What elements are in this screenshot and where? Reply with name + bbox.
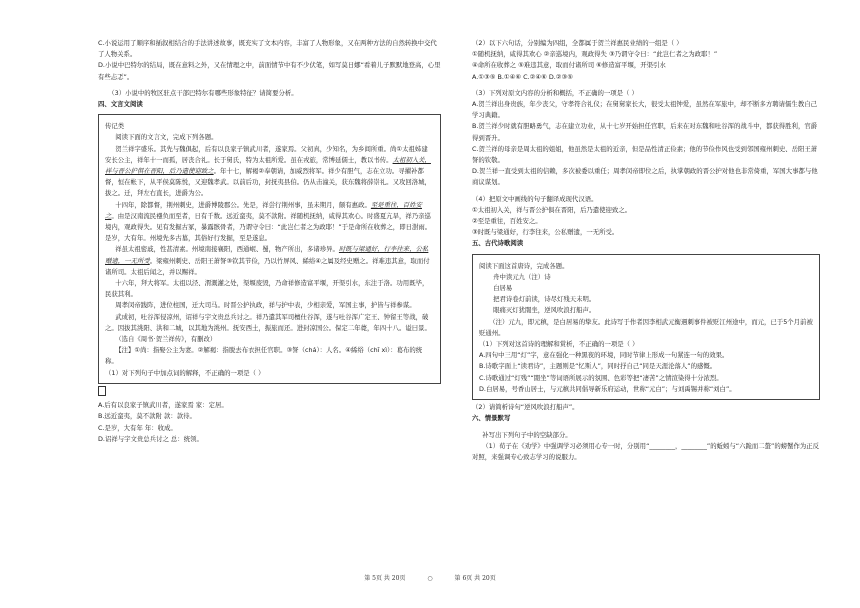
q3-option-b: B.贺兰祥少时就有胆略勇气，志在建立功业，从十七岁开始担任官职，后来在对东魏和吐谷浑的战斗中，都获得胜利，官爵得到晋升。: [472, 122, 818, 142]
poem-title: 舟中读元九（注）诗: [493, 272, 551, 281]
passage-paragraph-4: 十六年，拜大将军。太祖以泾、渭溉灌之处，渠堰废毁，乃命祥修造富平堰，开渠引水，东注于洛。功用既毕，民获其利。: [105, 279, 429, 299]
right-column: [472, 38, 820, 463]
underlined-sentence-3: 时既与梁通好，行李往来，公私赠遗，一无所受: [105, 245, 429, 265]
q4-item-2: ②至是重往，百姓安之。: [472, 217, 542, 226]
left-column: [98, 38, 441, 445]
passage-paragraph-5: 周孝闵帝践阼，进位柱国，迁大司马。时晋公护执政，祥与护中表，少相亲爱，军国主事，护皆与祥参谋。: [115, 301, 416, 310]
q4-item-1: ①太祖初入关，祥与晋公护俱在晋阳，后乃遣使迎致之。: [472, 205, 632, 214]
q1-option-b: B.远近蛮夷，莫不款附 款：款待。: [98, 412, 196, 421]
passage-paragraph-3: [105, 244, 434, 278]
q3-option-c: C.贺兰祥的母亲是周太祖的姐姐，他虽然是太祖的近亲，但是品性清正俭素；他的节俭作风也受到邻国雍州刺史、岳阳王萧詧的钦敬。: [472, 144, 818, 165]
passage-paragraph-1: [105, 144, 434, 200]
poem-question-2: （2）请简析诗句“逆风吹浪打船声”。: [472, 403, 579, 412]
passage-notes: 【注】①尚：指娶公主为妻。②解褐：指脱去布衣担任官职。③詧（chá）：人名。④絺绤（chī xì）：葛布的统称。: [105, 346, 423, 366]
poem-q1-option-b: B.诗歌字面上“读君诗”，主题则是“忆斯人”，同时抒自己“同是天涯沦落人”的感慨。: [479, 362, 717, 371]
page-footer: [0, 573, 860, 582]
question-4: （4）把原文中画线的句子翻译成现代汉语。: [472, 194, 598, 203]
passage-source: （选自《周书·贺兰祥传》，有删改）: [115, 335, 217, 344]
poem-question-1: （1）下列对这首诗的理解和赏析，不正确的一项是（ ）: [479, 340, 639, 349]
left-page-number: 第 5页 共 20页: [364, 575, 406, 582]
passage-instruction: 阅读下面的文言文，完成下列各题。: [115, 133, 218, 142]
poem-line-2: 眼痛灭灯犹闇坐，逆风吹浪打船声。: [493, 306, 596, 315]
q2-options: A.①③⑤ B.①④⑥ C.②④⑥ D.②③⑤: [472, 72, 573, 81]
para-3-text: 祥虽太祖密戚，性甚清素。州境南接襄阳，西通岷、蜀，物产所出，多诸珍异。: [115, 245, 339, 254]
q1-option-c: C.是岁，大有年 年：收成。: [98, 423, 177, 432]
q2-line-2: ④命所在收葬之 ⑤难违其意，取而付诸所司 ⑥修造富平堰，开渠引水: [472, 61, 666, 70]
poem-author: 白居易: [493, 284, 513, 293]
q1-option-d: D.诏祥与宇文贵总兵讨之 总：统领。: [98, 434, 203, 443]
section-5-heading: 五、古代诗歌阅读: [472, 239, 524, 248]
poem-q1-option-c: C.诗歌通过“灯残”“闇坐”等词语所展示的氛围、色彩等把“凄苦”之情渲染得十分浓烈。: [479, 373, 723, 382]
passage-paragraph-2: [105, 200, 434, 245]
para-2-text: 十四年，除都督，荆州刺史，进爵博陵郡公。先是，祥尝行荆州事，虽未期月，颇有惠政。: [115, 200, 371, 209]
section-4-heading: 四、文言文阅读: [98, 100, 143, 109]
poem-q1-option-a: A.四句中三用“灯”字，意在强化一种黑夜的环境，同时节律上形成一句紧连一句的效果。: [479, 351, 729, 360]
underlined-sentence-2: 至是重往，百姓安之: [105, 200, 422, 220]
q4-item-3: ③时既与梁通好，行李往来，公私赠遗，一无所受。: [472, 228, 619, 237]
para-2-tail: 。由是汉南流民襁负而至者，日有千数。远近蛮夷，莫不款附。祥随机抚纳，咸得其欢心。时盛夏亢旱，祥乃亲巡境内，观政得失。见有发掘古冢，暴露骸骨者，乃谓守令曰：“此岂仁者之为政耶！”于是命所在收葬之，即日澍雨。是岁，大有年。州境先多古墓，其俗好行发掘，至是遂息。: [105, 211, 432, 243]
para-1-text: 贺兰祥字盛乐。其先与魏俱起，后有以良家子镇武川者，遂家焉。父初真，少知名，为乡闾所重。尚①太祖姊建安长公主，祥年十一而孤，居丧合礼。长于舅氏，特为太祖所爱。虽在戎旅，常博延儒士，教以书传。: [105, 144, 428, 164]
poem-note: （注）元九，即元稹，是白居易的挚友。此诗写于作者因李相武元衡遇刺事件被贬江州途中，而元，已于5个月前被贬通州。: [479, 317, 813, 337]
section-6-heading: 六、情景默写: [472, 414, 511, 423]
poem-instruction: 阅读下面这首唐诗，完成各题。: [479, 261, 569, 270]
q3-option-d: D.贺兰祥一直受到太祖的信赖，多次被委以重任；周孝闵帝即位之后，执掌朝政的晋公护对他也非常倚重，军国大事都与他商议谋划。: [472, 167, 818, 187]
right-page-number: 第 6页 共 20页: [454, 575, 496, 582]
option-d-text: D.小说中巴特尔的结局，既在意料之外，又在情理之中，前面情节中有不少伏笔，如写莫日娜“看着儿子默默地登高，心里有些忐忑”。: [98, 61, 441, 81]
passage-paragraph-6: 武成初，吐谷浑侵凉州，诏祥与宇文贵总兵讨之。祥乃遣其军司檀仕谷浑，遂与吐谷浑广定王、钟留王等战，破之。因拔其洮阳、洪和二城，以其地为洮州。抚安西土，振旅而还。进封凉国公。保定二年薨，年四十八。谥曰景。: [105, 312, 431, 332]
q3-option-a: A.贺兰祥出身贵族，年少丧父，守孝符合礼仪；在舅舅家长大，很受太祖钟爱，虽然在军旅中，却不断多方聘请儒生教自己学习典籍。: [472, 100, 817, 120]
para-3-tail: 。梁雍州刺史、岳阳王萧詧③钦其节俭，乃以竹屏风、絺绤④之属及经史赠之。祥难违其意，取而付诸所司。太祖后闻之，并以赐祥。: [105, 256, 430, 276]
fill-instruction: 补写出下列句子中的空缺部分。: [482, 430, 572, 439]
answer-checkbox[interactable]: [98, 386, 441, 400]
reading-passage-box: [98, 114, 441, 384]
question-2: （2）以下六句话，分别编为四组，全都属于贺兰祥惠民业绩的一组是（ ）: [472, 39, 683, 47]
question-3-right: （3）下列对原文内容的分析和概括，不正确的一项是（ ）: [472, 88, 638, 97]
question-3: （3）小说中的牧区驻点干部巴特尔有哪些形象特征？请简要分析。: [108, 88, 298, 97]
fill-question-1: （1）荀子在《劝学》中强调学习必须用心专一时，分别用“________，________”的蚯蚓与“六跪而二螯”的螃蟹作为正反对照，来强调专心致志学习的说服力。: [472, 441, 820, 461]
option-c-text: C.小说运用了顺序和插叙相结合的手法讲述故事，既充实了文本内容，丰富了人物形象，又在两种方法的自然转换中交代了人物关系。: [98, 39, 437, 59]
poem-line-1: 把君诗卷灯前读，诗尽灯残天未明。: [493, 295, 596, 304]
passage-type: 传记类: [105, 122, 125, 131]
underlined-sentence-1: 太祖初入关，祥与晋公护俱在晋阳，后乃遣使迎致之: [105, 155, 431, 176]
poem-box: [472, 254, 820, 400]
poem-q1-option-d: D.白居易，号香山居士，与元稹共同倡导新乐府运动，世称“元白”；与刘禹锡并称“刘白”。: [479, 384, 736, 393]
question-1: （1）对下列句子中加点词的解释，不正确的一项是（ ）: [105, 368, 265, 377]
binding-circle-icon: ○: [427, 575, 433, 582]
para-1-tail: 。年十七，解褐②奉朝请，加威烈将军。祥少有胆气，志在立功。寻擢补都督，恒在帐下，从平侯莫陈悦，又迎魏孝武。以前后功，封抚夷县伯。仍从击潼关，获东魏将薛崇礼。又攻回洛城，拔之。迁，拜左右直长，进爵为公。: [105, 167, 431, 198]
q2-line-1: ①随机抚纳，咸得其欢心 ②亲巡境内，观政得失 ③乃谓守令曰：“此岂仁者之为政耶！”: [472, 50, 718, 59]
q1-option-a: A.后有以良家子镇武川者，遂家焉 家：定居。: [98, 401, 228, 410]
